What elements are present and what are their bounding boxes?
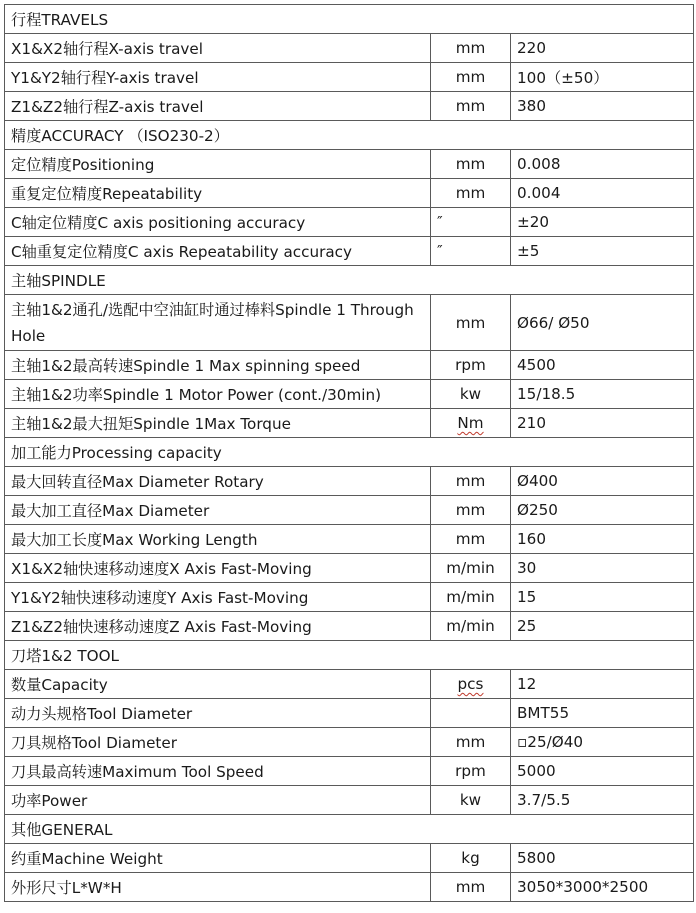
spec-label: Y1&Y2轴行程Y-axis travel [5, 63, 431, 92]
spec-value: 4500 [511, 351, 694, 380]
section-row [5, 5, 694, 34]
spec-label: 刀具规格Tool Diameter [5, 728, 431, 757]
spec-label: 动力头规格Tool Diameter [5, 699, 431, 728]
spec-unit [431, 409, 511, 438]
spec-label: C轴重复定位精度C axis Repeatability accuracy [5, 237, 431, 266]
section-row [5, 266, 694, 295]
spec-unit [431, 583, 511, 612]
spec-row [5, 34, 694, 63]
spec-unit-text: mm [455, 501, 486, 519]
spec-unit [431, 873, 511, 902]
spec-label: 最大回转直径Max Diameter Rotary [5, 467, 431, 496]
spec-unit-text: mm [455, 155, 486, 173]
spec-value: ±20 [511, 208, 694, 237]
spec-unit-text: m/min [446, 617, 495, 635]
spec-unit [431, 612, 511, 641]
spec-row [5, 728, 694, 757]
spec-unit-text: m/min [446, 559, 495, 577]
spec-label: 约重Machine Weight [5, 844, 431, 873]
spec-row [5, 237, 694, 266]
spec-row [5, 179, 694, 208]
spec-row [5, 409, 694, 438]
spec-row [5, 92, 694, 121]
spec-unit [431, 34, 511, 63]
spec-row [5, 583, 694, 612]
spec-value: 25 [511, 612, 694, 641]
spec-row [5, 467, 694, 496]
section-title: 刀塔1&2 TOOL [5, 641, 694, 670]
spec-unit-text: rpm [455, 762, 486, 780]
spec-label: 最大加工直径Max Diameter [5, 496, 431, 525]
spec-value: ▫25/Ø40 [511, 728, 694, 757]
spec-row [5, 525, 694, 554]
spec-table [4, 4, 694, 902]
spec-value: 220 [511, 34, 694, 63]
spec-unit-text: mm [455, 184, 486, 202]
spec-unit [431, 351, 511, 380]
spec-unit [431, 757, 511, 786]
section-title: 加工能力Processing capacity [5, 438, 694, 467]
spec-row [5, 351, 694, 380]
spec-value: 3.7/5.5 [511, 786, 694, 815]
spec-row [5, 496, 694, 525]
spec-unit [431, 237, 511, 266]
spec-value: 0.004 [511, 179, 694, 208]
spec-unit-text: kw [459, 791, 482, 809]
section-title: 其他GENERAL [5, 815, 694, 844]
spec-unit-text: kg [461, 849, 480, 867]
spec-row [5, 670, 694, 699]
spec-value: Ø66/ Ø50 [511, 295, 694, 351]
spec-unit [431, 728, 511, 757]
spec-label: 最大加工长度Max Working Length [5, 525, 431, 554]
spec-label: 主轴1&2最大扭矩Spindle 1Max Torque [5, 409, 431, 438]
spec-unit [431, 554, 511, 583]
section-title: 精度ACCURACY （ISO230-2） [5, 121, 694, 150]
spec-value: 3050*3000*2500 [511, 873, 694, 902]
spec-unit-text: mm [455, 39, 486, 57]
spec-row [5, 757, 694, 786]
spec-value: 380 [511, 92, 694, 121]
spec-label: 功率Power [5, 786, 431, 815]
spec-value: 0.008 [511, 150, 694, 179]
spec-label: Z1&Z2轴行程Z-axis travel [5, 92, 431, 121]
spec-unit [431, 179, 511, 208]
spec-value: 5800 [511, 844, 694, 873]
spec-unit-text: mm [455, 313, 486, 332]
section-title: 行程TRAVELS [5, 5, 694, 34]
spec-unit [431, 496, 511, 525]
spec-value: 12 [511, 670, 694, 699]
spec-row [5, 612, 694, 641]
section-row [5, 438, 694, 467]
spec-unit [431, 150, 511, 179]
spec-label: 数量Capacity [5, 670, 431, 699]
spec-unit-text: kw [459, 385, 482, 403]
spec-row [5, 844, 694, 873]
spec-unit-text: mm [455, 530, 486, 548]
spec-value: 15 [511, 583, 694, 612]
spec-value: Ø250 [511, 496, 694, 525]
spec-unit [431, 525, 511, 554]
spec-row [5, 786, 694, 815]
spec-row [5, 150, 694, 179]
spec-value: 30 [511, 554, 694, 583]
spec-label: 主轴1&2最高转速Spindle 1 Max spinning speed [5, 351, 431, 380]
spec-unit-text: ″ [437, 213, 443, 231]
spec-label: 主轴1&2功率Spindle 1 Motor Power (cont./30min) [5, 380, 431, 409]
spec-row [5, 208, 694, 237]
spec-value: 210 [511, 409, 694, 438]
spec-value: 15/18.5 [511, 380, 694, 409]
spec-label: 外形尺寸L*W*H [5, 873, 431, 902]
spec-value: 160 [511, 525, 694, 554]
spec-value: Ø400 [511, 467, 694, 496]
spec-label: C轴定位精度C axis positioning accuracy [5, 208, 431, 237]
section-row [5, 121, 694, 150]
spec-unit-text: mm [455, 68, 486, 86]
spec-unit [431, 208, 511, 237]
spec-unit-text: mm [455, 472, 486, 490]
spec-value: BMT55 [511, 699, 694, 728]
spec-unit [431, 844, 511, 873]
spec-unit-text: mm [455, 97, 486, 115]
spec-unit [431, 467, 511, 496]
spec-table-body [5, 5, 694, 902]
spec-unit [431, 699, 511, 728]
spec-label: Y1&Y2轴快速移动速度Y Axis Fast-Moving [5, 583, 431, 612]
spec-unit [431, 670, 511, 699]
spec-row [5, 699, 694, 728]
spec-unit [431, 295, 511, 351]
spec-label: 刀具最高转速Maximum Tool Speed [5, 757, 431, 786]
spec-unit [431, 786, 511, 815]
spec-unit-text: ″ [437, 242, 443, 260]
spec-row [5, 380, 694, 409]
spec-unit-text: rpm [455, 356, 486, 374]
spec-row [5, 873, 694, 902]
spec-unit [431, 92, 511, 121]
spec-label: X1&X2轴行程X-axis travel [5, 34, 431, 63]
spec-value: ±5 [511, 237, 694, 266]
spec-label: 主轴1&2通孔/选配中空油缸时通过棒料Spindle 1 Through Hole [5, 295, 431, 351]
spec-label: 定位精度Positioning [5, 150, 431, 179]
spec-value: 5000 [511, 757, 694, 786]
spec-unit-text: m/min [446, 588, 495, 606]
section-row [5, 641, 694, 670]
spec-unit-text: Nm [457, 414, 484, 432]
spec-unit [431, 63, 511, 92]
spec-unit-text: mm [455, 878, 486, 896]
spec-unit-text: mm [455, 733, 486, 751]
spec-unit [431, 380, 511, 409]
section-row [5, 815, 694, 844]
spec-value: 100（±50） [511, 63, 694, 92]
spec-row [5, 554, 694, 583]
spec-unit-text: pcs [457, 675, 484, 693]
spec-label: X1&X2轴快速移动速度X Axis Fast-Moving [5, 554, 431, 583]
spec-row [5, 63, 694, 92]
spec-label: Z1&Z2轴快速移动速度Z Axis Fast-Moving [5, 612, 431, 641]
spec-row [5, 295, 694, 351]
spec-label: 重复定位精度Repeatability [5, 179, 431, 208]
section-title: 主轴SPINDLE [5, 266, 694, 295]
